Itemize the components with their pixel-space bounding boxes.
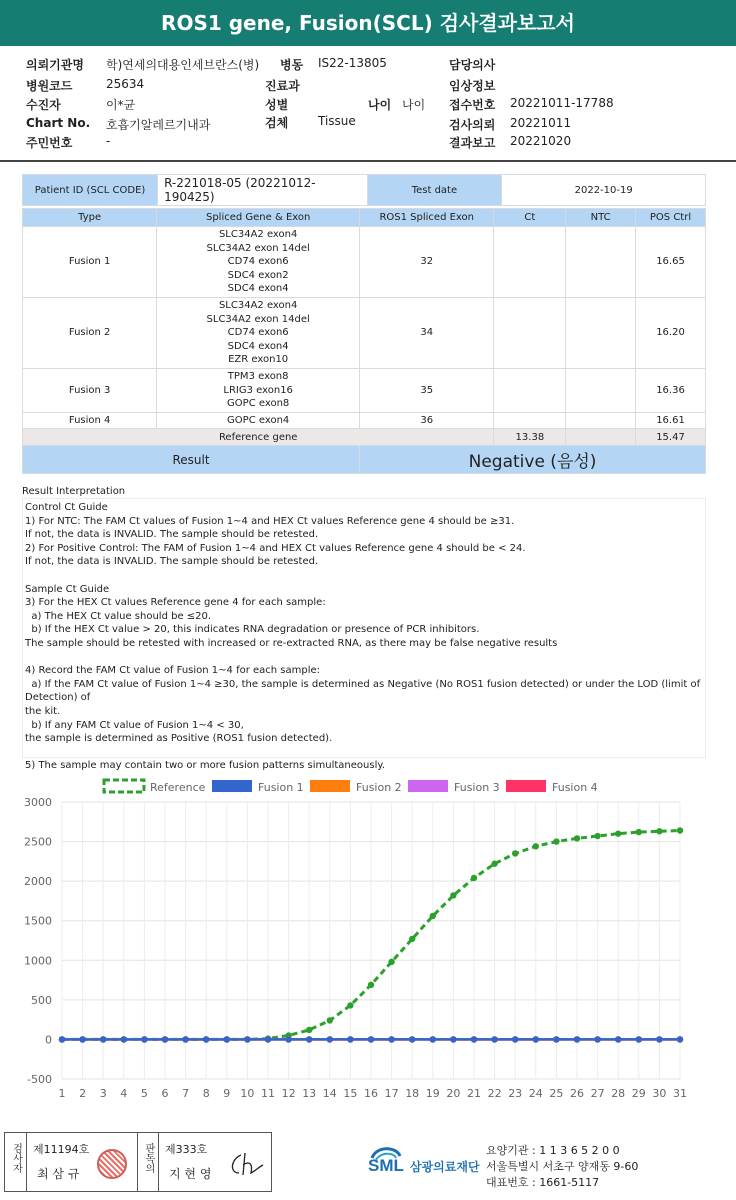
row-type: Fusion 4: [23, 412, 157, 429]
col-ros1-exon: ROS1 Spliced Exon: [360, 209, 494, 227]
data-point: [306, 1027, 312, 1033]
x-tick-label: 26: [570, 1087, 584, 1100]
data-point: [327, 1036, 333, 1042]
result-value: Negative (음성): [360, 446, 706, 474]
data-point: [224, 1036, 230, 1042]
data-point: [574, 835, 580, 841]
col-pos-ctrl: POS Ctrl: [636, 209, 706, 227]
clinical-label: 임상정보: [449, 79, 496, 93]
patient-id-value: R-221018-05 (20221012-190425): [158, 175, 367, 206]
row-genes: [157, 227, 360, 298]
reference-label: Reference gene: [23, 429, 494, 446]
row-type: Fusion 3: [23, 368, 157, 412]
x-tick-label: 1: [58, 1087, 66, 1100]
ward-value: IS22-13805: [318, 56, 387, 70]
sex-label: 성별: [265, 98, 289, 112]
col-ntc: NTC: [566, 209, 636, 227]
legend-label: Fusion 2: [356, 781, 402, 794]
data-point: [203, 1036, 209, 1042]
receipt-label: 접수번호: [449, 98, 496, 112]
row-ntc: [566, 412, 636, 429]
x-tick-label: 14: [322, 1087, 337, 1100]
row-ros1: 34: [360, 297, 494, 368]
results-table: [22, 208, 706, 474]
interpretation-line: 1) For NTC: The FAM Ct values of Fusion 1~4 and HEX Ct values Reference gene 4 should be ≥31.: [25, 515, 515, 527]
x-tick-label: 23: [508, 1087, 523, 1100]
patient-label: 수진자: [26, 98, 61, 112]
row-type: Fusion 1: [23, 227, 157, 298]
chart-no-label: Chart No.: [26, 116, 91, 130]
legend-swatch: [310, 780, 350, 792]
data-point: [615, 830, 621, 836]
gene-line: SLC34A2 exon4: [218, 299, 298, 311]
report-title: ROS1 gene, Fusion(SCL) 검사결과보고서: [0, 0, 736, 46]
row-ct: [494, 368, 566, 412]
data-point: [285, 1036, 291, 1042]
specimen-label: 검체: [265, 116, 289, 130]
data-point: [388, 959, 394, 965]
legend-label: Fusion 4: [552, 781, 598, 794]
x-tick-label: 7: [182, 1087, 190, 1100]
legend-swatch: [408, 780, 448, 792]
col-type: Type: [23, 209, 157, 227]
receipt-value: 20221011-17788: [510, 96, 614, 110]
x-tick-label: 27: [590, 1087, 605, 1100]
x-tick-label: 11: [261, 1087, 275, 1100]
row-genes: [157, 412, 360, 429]
x-tick-label: 5: [140, 1087, 148, 1100]
org-line3: 대표번호 : 1661-5117: [486, 1176, 600, 1189]
y-tick-label: 500: [31, 993, 52, 1007]
patient-id-label: Patient ID (SCL CODE): [23, 175, 158, 206]
x-tick-label: 10: [240, 1087, 255, 1100]
table-row: [23, 227, 706, 298]
org-line2: 서울특별시 서초구 양재동 9-60: [486, 1160, 639, 1173]
row-pos: 16.61: [636, 412, 706, 429]
data-point: [182, 1036, 188, 1042]
examiner-label: [5, 1133, 27, 1191]
org-line1: 요양기관 : 1 1 3 6 5 2 0 0: [486, 1144, 620, 1157]
x-tick-label: 28: [611, 1087, 626, 1100]
x-tick-label: 12: [281, 1087, 296, 1100]
dept-label: 진료과: [265, 79, 300, 93]
result-label: Result: [23, 446, 360, 474]
amplification-chart: [0, 772, 736, 1108]
gene-line: LRIG3 exon16: [223, 384, 293, 396]
x-tick-label: 18: [405, 1087, 420, 1100]
legend-label: Reference: [150, 781, 206, 794]
x-tick-label: 30: [652, 1087, 667, 1100]
reference-ntc: [566, 429, 636, 446]
examiner-no: 제11194호: [33, 1143, 90, 1156]
examiner-label-text: 검사자: [10, 1143, 22, 1173]
data-point: [162, 1036, 168, 1042]
report-date-label: 결과보고: [449, 136, 496, 150]
interpretation-line: b) If the HEX Ct value > 20, this indicates RNA degradation or presence of PCR inhibitors.: [25, 624, 480, 636]
data-point: [409, 936, 415, 942]
row-pos: 16.65: [636, 227, 706, 298]
institution-label: 의뢰기관명: [26, 58, 84, 72]
gene-line: GOPC exon8: [227, 398, 290, 410]
gene-line: SDC4 exon4: [227, 340, 289, 352]
gene-line: EZR exon10: [228, 354, 289, 366]
interpretation-line: the kit.: [25, 705, 61, 717]
data-point: [306, 1036, 312, 1042]
id-label: 주민번호: [26, 136, 73, 150]
data-point: [121, 1036, 127, 1042]
data-point: [141, 1036, 147, 1042]
row-ros1: 32: [360, 227, 494, 298]
reviewer-label-text: 판독의: [143, 1143, 154, 1173]
interpretation-line: 4) Record the FAM Ct value of Fusion 1~4 for each sample:: [25, 665, 321, 677]
x-tick-label: 9: [223, 1087, 231, 1100]
data-point: [265, 1036, 271, 1042]
data-point: [533, 843, 539, 849]
data-point: [59, 1036, 65, 1042]
y-tick-label: 3000: [24, 796, 52, 809]
data-point: [677, 827, 683, 833]
interpretation-line: 2) For Positive Control: The FAM of Fusion 1~4 and HEX Ct values Reference gene 4 should be < 24.: [25, 542, 526, 554]
data-point: [594, 1036, 600, 1042]
x-tick-label: 2: [79, 1087, 87, 1100]
x-tick-label: 22: [487, 1087, 502, 1100]
ward-label: 병동: [280, 58, 304, 72]
data-point: [368, 1036, 374, 1042]
row-genes: [157, 368, 360, 412]
interpretation-title: Result Interpretation: [22, 486, 126, 497]
data-point: [553, 1036, 559, 1042]
x-tick-label: 20: [446, 1087, 461, 1100]
data-point: [533, 1036, 539, 1042]
gene-line: SLC34A2 exon 14del: [206, 313, 310, 325]
examiner-seal: [97, 1149, 127, 1179]
interpretation-line: 3) For the HEX Ct values Reference gene 4 for each sample:: [25, 597, 326, 609]
interpretation-line: [25, 651, 703, 665]
gene-line: TPM3 exon8: [227, 370, 289, 382]
x-tick-label: 29: [631, 1087, 646, 1100]
legend-swatch: [104, 780, 144, 792]
hospital-code-value: 25634: [106, 77, 145, 91]
reviewer-signature: [227, 1149, 267, 1179]
org-name: 삼광의료재단: [410, 1160, 480, 1174]
interpretation-line: Control Ct Guide: [25, 502, 108, 513]
examiner-name: 최 삼 규: [37, 1167, 80, 1181]
report-header: [0, 50, 736, 162]
x-tick-label: 4: [120, 1087, 128, 1100]
hospital-code-label: 병원코드: [26, 79, 73, 93]
data-point: [636, 1036, 642, 1042]
institution-value: 학)연세의대용인세브란스(병): [106, 58, 260, 72]
row-pos: 16.20: [636, 297, 706, 368]
row-genes: [157, 297, 360, 368]
data-point: [430, 1036, 436, 1042]
col-spliced-gene: Spliced Gene & Exon: [157, 209, 360, 227]
doctor-label: 담당의사: [449, 58, 496, 72]
gene-line: CD74 exon6: [227, 256, 289, 268]
y-tick-label: 0: [45, 1033, 52, 1047]
data-point: [491, 861, 497, 867]
id-value: -: [106, 134, 111, 148]
interpretation-line: [25, 569, 703, 583]
patient-value: 이*균: [106, 98, 136, 112]
data-point: [430, 913, 436, 919]
x-tick-label: 6: [161, 1087, 169, 1100]
table-row: [23, 297, 706, 368]
data-point: [491, 1036, 497, 1042]
data-point: [677, 1036, 683, 1042]
test-date-label: Test date: [367, 175, 502, 206]
interpretation-line: If not, the data is INVALID. The sample should be retested.: [25, 556, 319, 568]
reference-pos: 15.47: [636, 429, 706, 446]
data-point: [615, 1036, 621, 1042]
data-point: [656, 1036, 662, 1042]
y-tick-label: 2500: [24, 835, 52, 849]
x-tick-label: 15: [343, 1087, 358, 1100]
row-ct: [494, 412, 566, 429]
interpretation-line: [25, 746, 703, 760]
row-ct: [494, 227, 566, 298]
patient-id-table: [22, 174, 706, 206]
chart-svg: [0, 772, 736, 1108]
gene-line: SDC4 exon4: [227, 283, 289, 295]
y-tick-label: -500: [27, 1073, 52, 1086]
gene-line: SDC4 exon2: [227, 269, 289, 281]
specimen-value: Tissue: [318, 114, 356, 128]
row-ros1: 35: [360, 368, 494, 412]
x-tick-label: 13: [302, 1087, 317, 1100]
interpretation-line: the sample is determined as Positive (ROS1 fusion detected).: [25, 733, 333, 745]
data-point: [594, 833, 600, 839]
row-ntc: [566, 297, 636, 368]
interpretation-box: [22, 498, 706, 772]
x-tick-label: 25: [549, 1087, 564, 1100]
age-value: 나이: [402, 98, 426, 112]
x-tick-label: 16: [364, 1087, 378, 1100]
interpretation-line: If not, the data is INVALID. The sample should be retested.: [25, 529, 319, 541]
legend-swatch: [506, 780, 546, 792]
data-point: [450, 1036, 456, 1042]
row-ct: [494, 297, 566, 368]
data-point: [244, 1036, 250, 1042]
table-row: [23, 368, 706, 412]
data-point: [636, 829, 642, 835]
data-point: [471, 875, 477, 881]
data-point: [388, 1036, 394, 1042]
reference-ct: 13.38: [494, 429, 566, 446]
data-point: [347, 1002, 353, 1008]
age-label: 나이: [368, 98, 392, 112]
data-point: [512, 1036, 518, 1042]
data-point: [471, 1036, 477, 1042]
row-ntc: [566, 227, 636, 298]
legend-label: Fusion 3: [454, 781, 500, 794]
report-date-value: 20221020: [510, 134, 572, 148]
row-type: Fusion 2: [23, 297, 157, 368]
data-point: [553, 838, 559, 844]
gene-line: CD74 exon6: [227, 327, 289, 339]
data-point: [512, 850, 518, 856]
y-tick-label: 2000: [24, 875, 52, 889]
test-date-value: 2022-10-19: [502, 175, 706, 206]
row-ros1: 36: [360, 412, 494, 429]
gene-line: SLC34A2 exon 14del: [206, 242, 310, 254]
data-point: [656, 828, 662, 834]
interpretation-line: a) If the FAM Ct value of Fusion 1~4 ≥30, the sample is determined as Negative (No ROS1 fusion detected) or under the LOD (limit of Detection) of: [25, 678, 704, 704]
legend-label: Fusion 1: [258, 781, 304, 794]
interpretation-line: a) The HEX Ct value should be ≤20.: [25, 610, 212, 622]
results-header-row: [23, 209, 706, 227]
gene-line: SLC34A2 exon4: [218, 229, 298, 240]
chart-no-value: 호흡기알레르기내과: [106, 118, 211, 132]
y-tick-label: 1000: [24, 954, 52, 968]
interpretation-line: b) If any FAM Ct value of Fusion 1~4 < 30,: [25, 719, 244, 731]
request-label: 검사의뢰: [449, 118, 496, 132]
row-ntc: [566, 368, 636, 412]
legend-swatch: [212, 780, 252, 792]
interpretation-line: Sample Ct Guide: [25, 583, 110, 595]
reference-row: [23, 429, 706, 446]
data-point: [327, 1017, 333, 1023]
table-row: [23, 412, 706, 429]
x-tick-label: 19: [425, 1087, 440, 1100]
x-tick-label: 8: [202, 1087, 210, 1100]
reviewer-no: 제333호: [165, 1143, 208, 1156]
org-logo-text: SML: [368, 1156, 404, 1175]
data-point: [409, 1036, 415, 1042]
x-tick-label: 17: [384, 1087, 399, 1100]
data-point: [100, 1036, 106, 1042]
reviewer-label: [137, 1133, 159, 1191]
x-tick-label: 31: [673, 1087, 687, 1100]
data-point: [368, 982, 374, 988]
request-value: 20221011: [510, 116, 572, 130]
interpretation-line: The sample should be retested with increased or re-extracted RNA, as there may be false negative results: [25, 637, 558, 649]
row-pos: 16.36: [636, 368, 706, 412]
x-tick-label: 24: [528, 1087, 543, 1100]
data-point: [79, 1036, 85, 1042]
gene-line: GOPC exon4: [227, 414, 290, 426]
x-tick-label: 21: [467, 1087, 481, 1100]
col-ct: Ct: [494, 209, 566, 227]
data-point: [574, 1036, 580, 1042]
interpretation-line: 5) The sample may contain two or more fusion patterns simultaneously.: [25, 760, 386, 772]
x-tick-label: 3: [99, 1087, 107, 1100]
y-tick-label: 1500: [24, 914, 52, 928]
data-point: [450, 892, 456, 898]
reviewer-name: 지 현 영: [169, 1167, 212, 1181]
signature-box: [4, 1132, 272, 1192]
result-row: [23, 446, 706, 474]
data-point: [347, 1036, 353, 1042]
